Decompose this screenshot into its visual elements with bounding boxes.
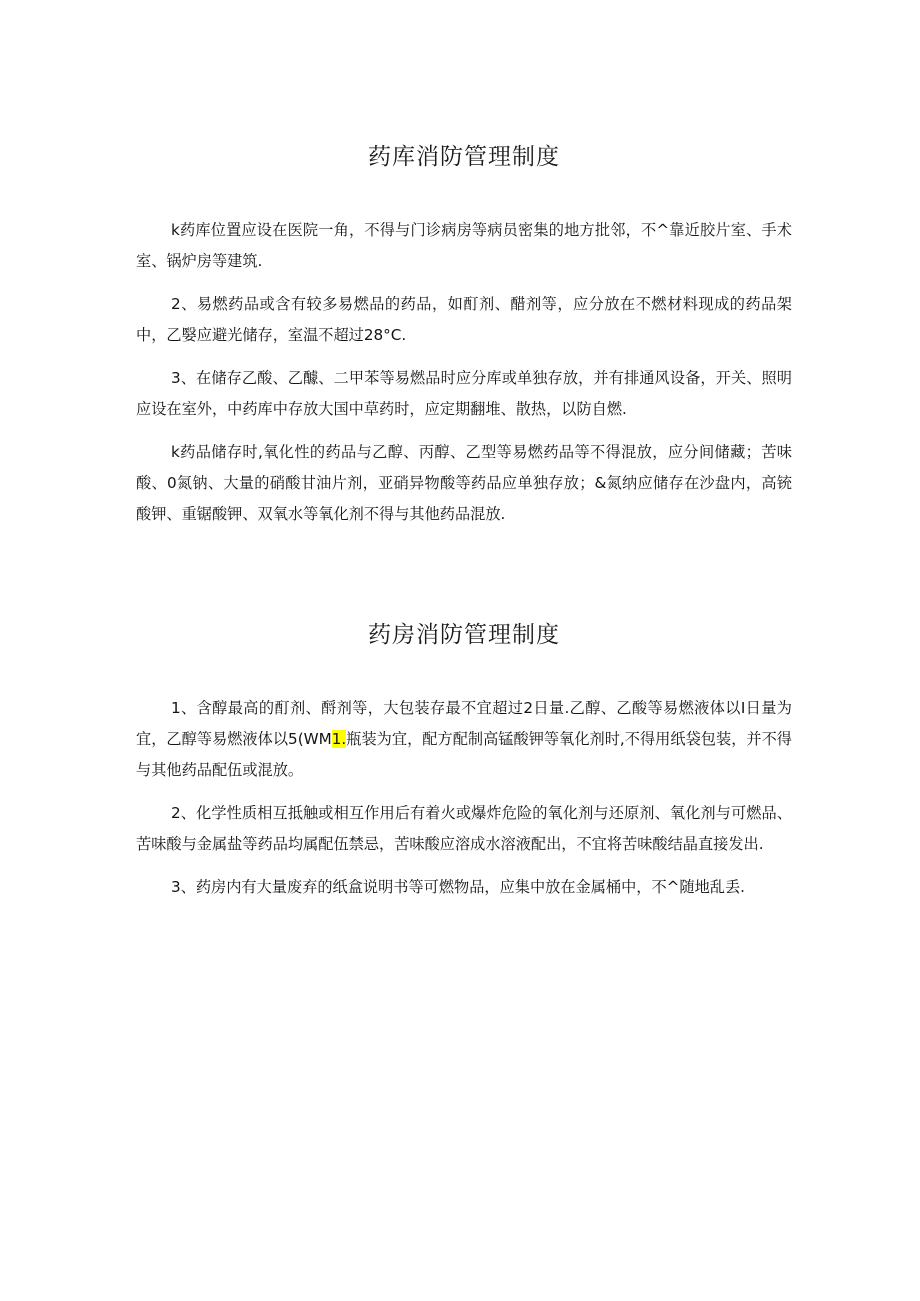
pharmacy-room-rule-3: 3、药房内有大量废弃的纸盒说明书等可燃物品，应集中放在金属桶中，不^随地乱丢. [171, 878, 745, 896]
rule-1-text-end: 瓶装为宜，配方配制高锰酸钾等氧化剂时,不得用纸袋包装，并不得与其他药品配伍或混放。 [136, 730, 792, 779]
pharmacy-store-rule-4: k药品储存时,氧化性的药品与乙醇、丙醇、乙型等易燃药品等不得混放，应分间储藏；苦味酸、0氮钠、大量的硝酸甘油片剂，亚硝异物酸等药品应单独存放；&氮纳应储存在沙盘内，高铳酸钾、重锯酸钾、双氧水等氧化剂不得与其他药品混放. [136, 443, 792, 523]
pharmacy-room-rule-1 [136, 693, 792, 786]
pharmacy-store-rule-3: 3、在储存乙酸、乙醵、二甲苯等易燃品时应分库或单独存放，并有排通风设备，开关、照明应设在室外，中药库中存放大国中草药时，应定期翻堆、散热，以防自燃. [136, 369, 792, 418]
pharmacy-store-title: 药库消防管理制度 [368, 144, 560, 170]
pharmacy-room-rule-2: 2、化学性质相互抵触或相互作用后有着火或爆炸危险的氧化剂与还原剂、氧化剂与可燃品、苦味酸与金属盐等药品均属配伍禁忌，苦味酸应溶成水溶液配出，不宜将苦味酸结晶直接发出. [136, 804, 792, 853]
pharmacy-room-title: 药房消防管理制度 [368, 622, 560, 648]
pharmacy-store-section [136, 138, 792, 542]
pharmacy-room-section [136, 616, 792, 915]
highlighted-text: 1. [331, 730, 347, 748]
rule-1-text-start: 1、含醇最高的酊剂、酹剂等，大包装存最不宜超过2日量.乙醇、乙酸等易燃液体以I日量为宜，乙醇等易燃液体以5(WM [136, 699, 792, 748]
pharmacy-store-rule-1: k药库位置应设在医院一角，不得与门诊病房等病员密集的地方批邻，不^靠近胶片室、手术室、锅炉房等建筑. [136, 221, 792, 270]
pharmacy-store-rule-2: 2、易燃药品或含有较多易燃品的药品，如酊剂、醋剂等，应分放在不燃材料现成的药品架中，乙嫛应避光储存，室温不超过28°C. [136, 295, 792, 344]
